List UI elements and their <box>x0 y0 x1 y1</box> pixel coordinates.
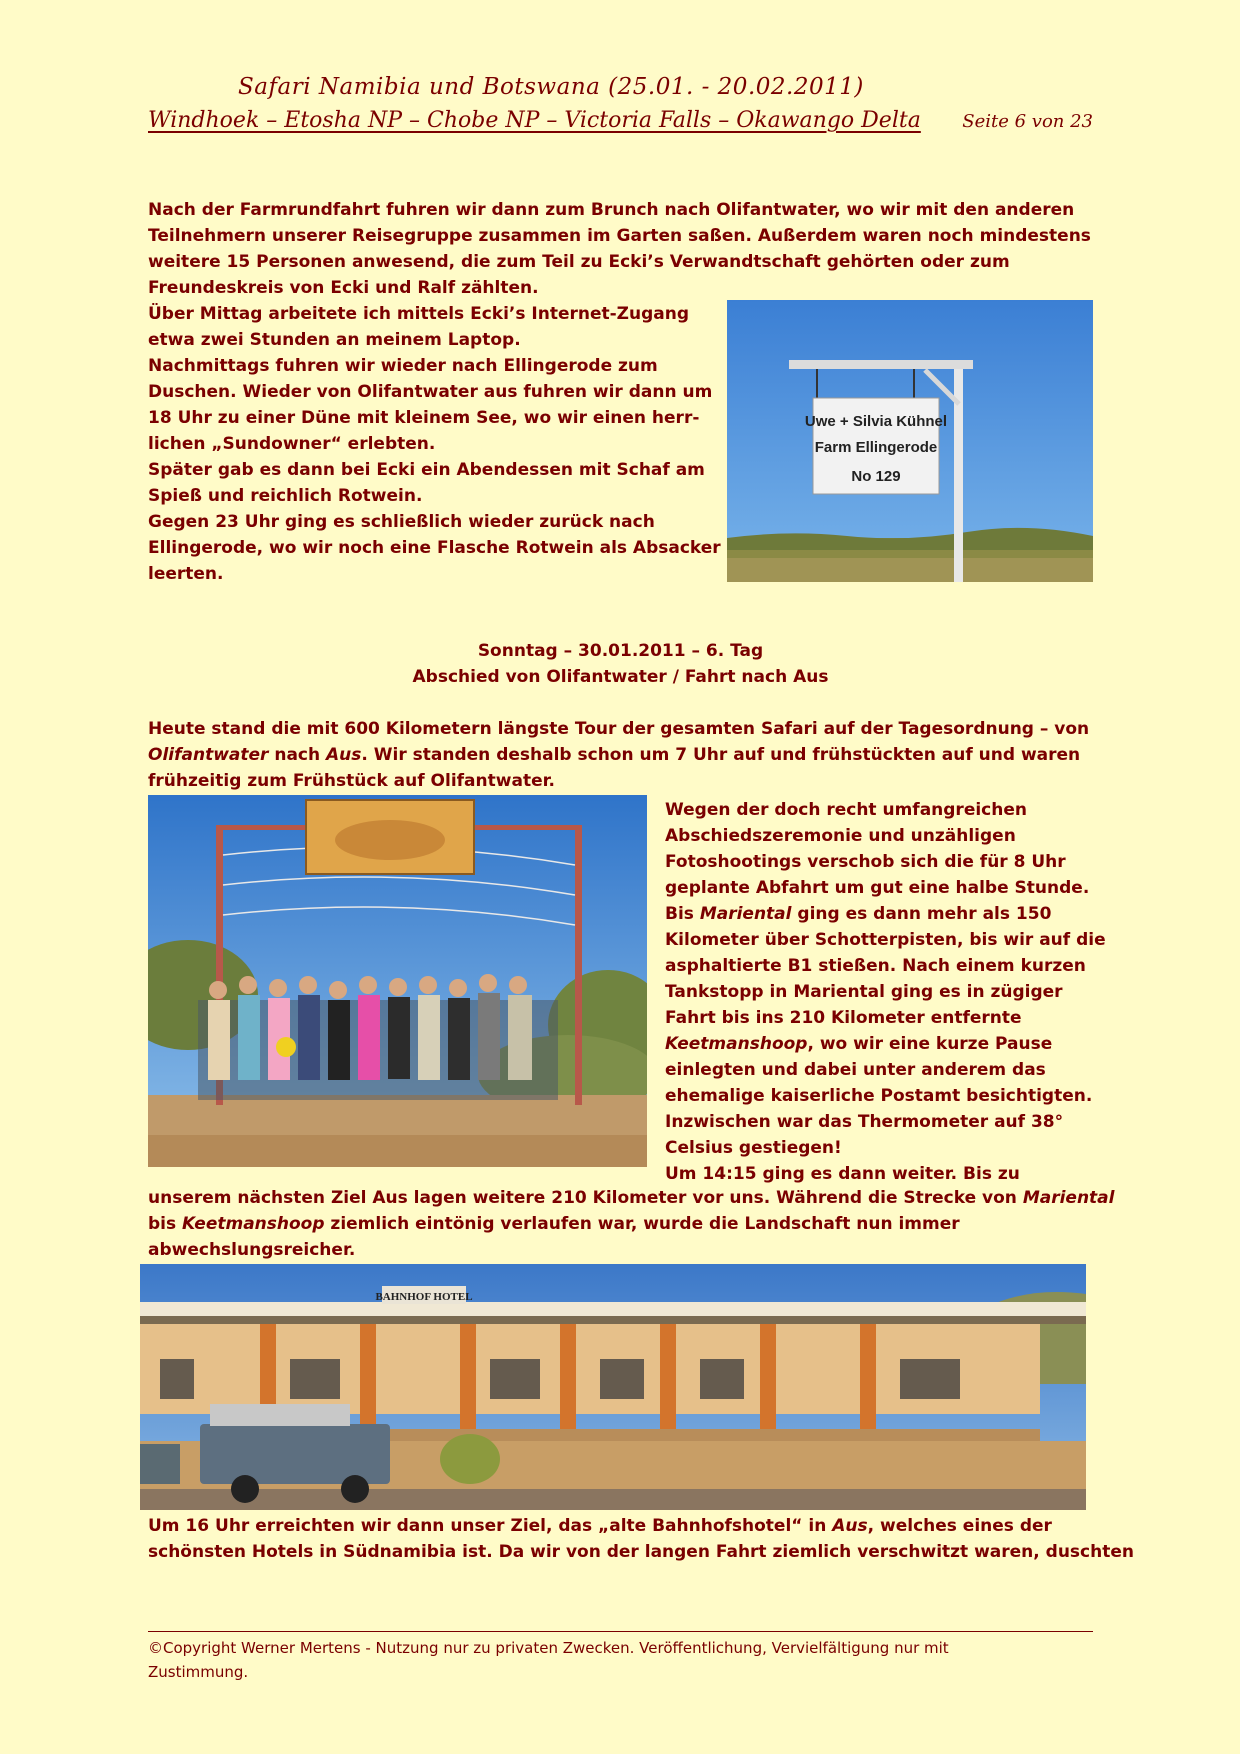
text-fragment: , welches eines der <box>867 1516 1052 1536</box>
page-number: Seite 6 von 23 <box>962 111 1093 132</box>
text-fragment: nach <box>268 745 327 765</box>
text-line: frühzeitig zum Frühstück auf Olifantwater. <box>148 771 556 791</box>
text-line <box>148 1211 1115 1237</box>
text-line <box>148 1185 1115 1211</box>
text-line: Um 14:15 ging es dann weiter. Bis zu <box>665 1164 1020 1184</box>
text-line: Über Mittag arbeitete ich mittels Ecki’s Internet-Zugang <box>148 304 690 324</box>
text-line: asphaltierte B1 stießen. Nach einem kurzen <box>665 956 1086 976</box>
text-line: Spieß und reichlich Rotwein. <box>148 486 423 506</box>
place-name: Mariental <box>699 904 792 924</box>
text-line: Freundeskreis von Ecki und Ralf zählten. <box>148 278 539 298</box>
day-subtitle: Abschied von Olifantwater / Fahrt nach Aus <box>412 667 829 687</box>
text-line: Heute stand die mit 600 Kilometern längste Tour der gesamten Safari auf der Tagesordnung – von <box>148 719 1090 739</box>
text-line: einlegten und dabei unter anderem das <box>665 1060 1046 1080</box>
text-line: Später gab es dann bei Ecki ein Abendessen mit Schaf am <box>148 460 705 480</box>
text-line: Kilometer über Schotterpisten, bis wir auf die <box>665 930 1106 950</box>
text-fragment: ziemlich eintönig verlaufen war, wurde die Landschaft nun immer <box>324 1214 960 1234</box>
text-line <box>148 742 1089 768</box>
text-line: Fahrt bis ins 210 Kilometer entfernte <box>665 1008 1022 1028</box>
route-text: Windhoek – Etosha NP – Chobe NP – Victoria Falls – Okawango Delta <box>148 108 921 133</box>
hotel-sign-text: BAHNHOF HOTEL <box>375 1291 473 1303</box>
text-line: Gegen 23 Uhr ging es schließlich wieder zurück nach <box>148 512 655 532</box>
place-name: Olifantwater <box>148 745 269 765</box>
document-title: Safari Namibia und Botswana (25.01. - 20.02.2011) <box>238 74 864 100</box>
text-line: Wegen der doch recht umfangreichen <box>665 800 1027 820</box>
footer-copyright <box>148 1636 1048 1684</box>
text-line: ehemalige kaiserliche Postamt besichtigten. <box>665 1086 1093 1106</box>
text-fragment: Bis <box>665 904 700 924</box>
place-name: Keetmanshoop <box>182 1214 325 1234</box>
group-photo <box>148 795 647 1167</box>
sign-text-line1: Uwe + Silvia Kühnel <box>804 413 948 430</box>
text-line <box>665 1031 1106 1057</box>
text-fragment: Um 16 Uhr erreichten wir dann unser Ziel, das „alte Bahnhofshotel“ in <box>148 1516 833 1536</box>
text-line: Tankstopp in Mariental ging es in zügiger <box>665 982 1063 1002</box>
sign-text-line3: No 129 <box>851 468 901 485</box>
text-line: Fotoshootings verschob sich die für 8 Uhr <box>665 852 1066 872</box>
text-line: Nachmittags fuhren wir wieder nach Ellingerode zum <box>148 356 658 376</box>
text-line <box>148 1513 1134 1539</box>
paragraph-journey <box>665 797 1106 1187</box>
place-name: Aus <box>832 1516 868 1536</box>
farm-sign-photo <box>727 300 1093 582</box>
paragraph-departure <box>148 716 1089 794</box>
footer-line-2: Zustimmung. <box>148 1663 249 1681</box>
text-line: Celsius gestiegen! <box>665 1138 842 1158</box>
day-heading <box>148 638 1093 690</box>
text-fragment: bis <box>148 1214 183 1234</box>
text-line: 18 Uhr zu einer Düne mit kleinem See, wo wir einen herr- <box>148 408 700 428</box>
text-line: Duschen. Wieder von Olifantwater aus fuhren wir dann um <box>148 382 713 402</box>
text-fragment: . Wir standen deshalb schon um 7 Uhr auf und frühstückten auf und waren <box>361 745 1081 765</box>
place-name: Mariental <box>1022 1188 1115 1208</box>
sign-text-line2: Farm Ellingerode <box>814 439 938 456</box>
paragraph-brunch <box>148 197 1091 301</box>
paragraph-to-aus <box>148 1185 1115 1263</box>
text-line: etwa zwei Stunden an meinem Laptop. <box>148 330 521 350</box>
text-fragment: unserem nächsten Ziel Aus lagen weitere 210 Kilometer vor uns. Während die Strecke von <box>148 1188 1023 1208</box>
text-fragment: , wo wir eine kurze Pause <box>807 1034 1053 1054</box>
text-line: Teilnehmern unserer Reisegruppe zusammen im Garten saßen. Außerdem waren noch mindestens <box>148 226 1091 246</box>
text-fragment: ging es dann mehr als 150 <box>791 904 1052 924</box>
paragraph-afternoon <box>148 301 721 587</box>
day-title: Sonntag – 30.01.2011 – 6. Tag <box>477 641 764 661</box>
text-line: Ellingerode, wo wir noch eine Flasche Rotwein als Absacker <box>148 538 721 558</box>
text-line <box>665 901 1106 927</box>
place-name: Keetmanshoop <box>665 1034 808 1054</box>
place-name: Aus <box>326 745 362 765</box>
paragraph-arrival <box>148 1513 1134 1565</box>
text-line: Inzwischen war das Thermometer auf 38° <box>665 1112 1064 1132</box>
header-route-line <box>148 108 1093 133</box>
footer-divider <box>148 1631 1093 1632</box>
text-line: Nach der Farmrundfahrt fuhren wir dann zum Brunch nach Olifantwater, wo wir mit den anderen <box>148 200 1075 220</box>
text-line: abwechslungsreicher. <box>148 1240 356 1260</box>
text-line: geplante Abfahrt um gut eine halbe Stunde. <box>665 878 1090 898</box>
text-line: weitere 15 Personen anwesend, die zum Teil zu Ecki’s Verwandtschaft gehörten oder zum <box>148 252 1010 272</box>
hotel-photo <box>140 1264 1086 1510</box>
text-line: leerten. <box>148 564 224 584</box>
footer-line-1: ©Copyright Werner Mertens - Nutzung nur zu privaten Zwecken. Veröffentlichung, Vervielfältigung nur mit <box>148 1639 949 1657</box>
text-line: Abschiedszeremonie und unzähligen <box>665 826 1016 846</box>
text-line: lichen „Sundowner“ erlebten. <box>148 434 436 454</box>
text-line: schönsten Hotels in Südnamibia ist. Da wir von der langen Fahrt ziemlich verschwitzt waren, duschten <box>148 1542 1134 1562</box>
